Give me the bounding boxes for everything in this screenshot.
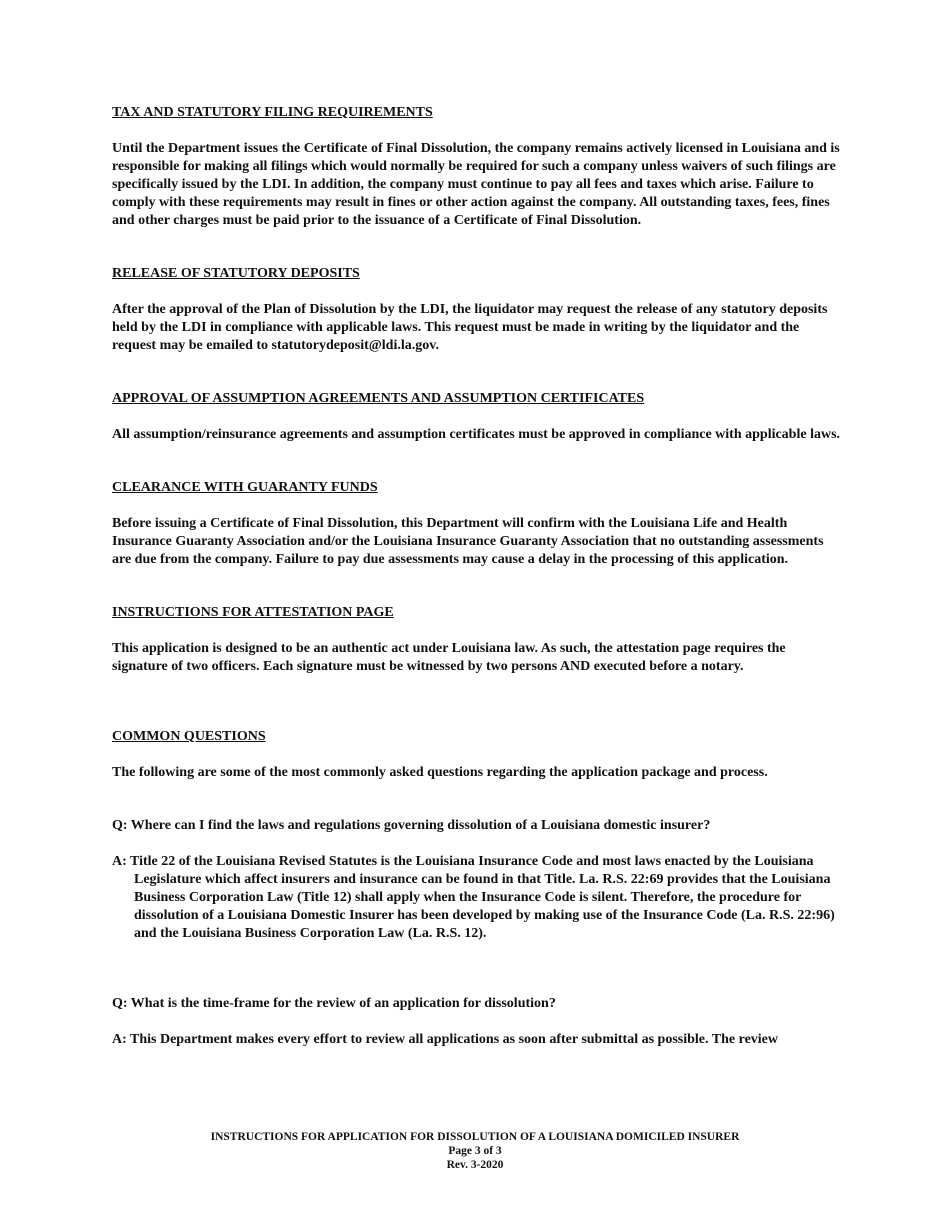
footer-title: INSTRUCTIONS FOR APPLICATION FOR DISSOLUTION OF A LOUISIANA DOMICILED INSURER bbox=[210, 1131, 740, 1143]
guaranty-heading: CLEARANCE WITH GUARANTY FUNDS bbox=[112, 480, 378, 495]
answer-1: A: Title 22 of the Louisiana Revised Statutes is the Louisiana Insurance Code and most laws enacted by the Louisiana Legislature which affect insurers and insurance can be found in that Title. La. R.S. 22:69 provides that the Louisiana Business Corporation Law (Title 12) shall apply when the Insurance Code is silent. Therefore, the procedure for dissolution of a Louisiana Domestic Insurer has been developed by making use of the Insurance Code (La. R.S. 22:96) and the Louisiana Business Corporation Law (La. R.S. 12). bbox=[112, 854, 835, 941]
footer-revision: Rev. 3-2020 bbox=[446, 1159, 504, 1171]
deposits-body: After the approval of the Plan of Dissolution by the LDI, the liquidator may request the release of any statutory deposits held by the LDI in compliance with applicable laws. This request must be made in writing by the liquidator and the request may be emailed to statutorydeposit@ldi.la.gov. bbox=[112, 302, 828, 353]
guaranty-body: Before issuing a Certificate of Final Dissolution, this Department will confirm with the Louisiana Life and Health Insurance Guaranty Association and/or the Louisiana Insurance Guaranty Association that no outstanding assessments are due from the company. Failure to pay due assessments may cause a delay in the processing of this application. bbox=[112, 516, 824, 567]
tax-heading: TAX AND STATUTORY FILING REQUIREMENTS bbox=[112, 105, 433, 120]
answer-2: A: This Department makes every effort to review all applications as soon after submittal as possible. The review bbox=[112, 1032, 778, 1047]
attestation-body: This application is designed to be an authentic act under Louisiana law. As such, the attestation page requires the signature of two officers. Each signature must be witnessed by two persons AND executed before a notary. bbox=[112, 641, 786, 674]
assumption-heading: APPROVAL OF ASSUMPTION AGREEMENTS AND ASSUMPTION CERTIFICATES bbox=[112, 391, 645, 406]
deposits-heading: RELEASE OF STATUTORY DEPOSITS bbox=[112, 266, 360, 281]
tax-body: Until the Department issues the Certificate of Final Dissolution, the company remains actively licensed in Louisiana and is responsible for making all filings which would normally be required for such a company unless waivers of such filings are specifically issued by the LDI. In addition, the company must continue to pay all fees and taxes which arise. Failure to comply with these requirements may result in fines or other action against the company. All outstanding taxes, fees, fines and other charges must be paid prior to the issuance of a Certificate of Final Dissolution. bbox=[112, 141, 840, 228]
questions-heading: COMMON QUESTIONS bbox=[112, 729, 266, 744]
attestation-heading: INSTRUCTIONS FOR ATTESTATION PAGE bbox=[112, 605, 394, 620]
question-2: Q: What is the time-frame for the review of an application for dissolution? bbox=[112, 996, 556, 1011]
questions-intro: The following are some of the most commonly asked questions regarding the application package and process. bbox=[112, 765, 768, 780]
footer-page-number: Page 3 of 3 bbox=[448, 1145, 502, 1157]
document-page bbox=[112, 104, 842, 1049]
question-1: Q: Where can I find the laws and regulations governing dissolution of a Louisiana domestic insurer? bbox=[112, 818, 711, 833]
assumption-body: All assumption/reinsurance agreements and assumption certificates must be approved in compliance with applicable laws. bbox=[112, 427, 841, 442]
page-footer bbox=[0, 1130, 950, 1172]
